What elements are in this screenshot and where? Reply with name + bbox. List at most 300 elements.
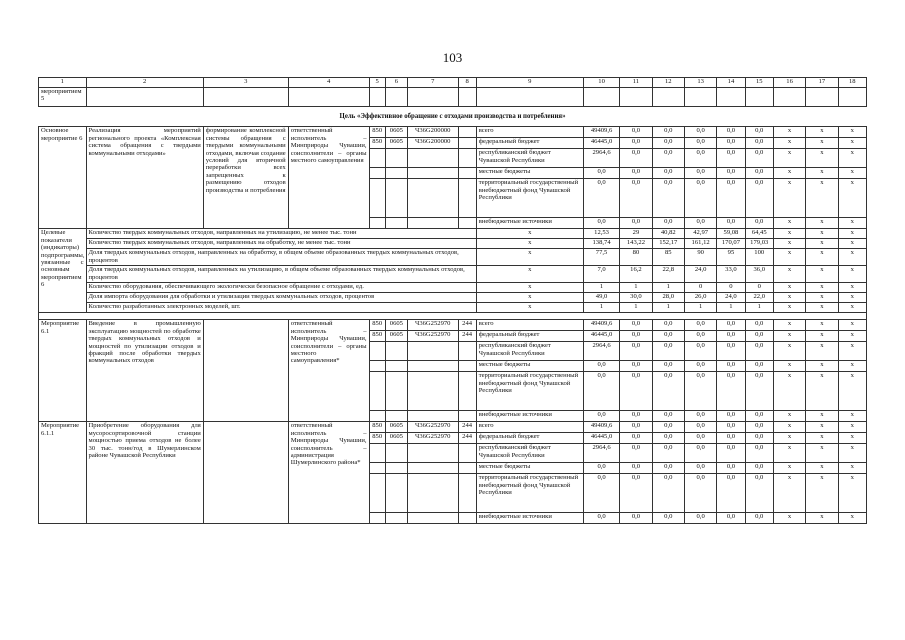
indicator-row [39, 249, 867, 266]
csr-cell [407, 361, 458, 372]
vr-cell [458, 361, 476, 372]
funding-source-cell: республиканский бюджет Чувашской Республики [476, 342, 583, 361]
indicator-text-cell: Доля импорта оборудования для обработки и утилизации твердых коммунальных отходов, процентов [86, 293, 476, 303]
value-cell: 0,0 [652, 444, 684, 463]
value-cell: x [773, 474, 805, 513]
value-cell: 0,0 [717, 513, 745, 524]
value-cell: 0,0 [583, 372, 619, 411]
value-cell: 2964,6 [583, 342, 619, 361]
value-cell: 0,0 [717, 422, 745, 433]
section-cell [385, 372, 407, 411]
value-cell: x [806, 361, 838, 372]
empty-cell [385, 88, 407, 107]
csr-cell: Ч36G252970 [407, 320, 458, 331]
indicator-value-cell: 85 [652, 249, 684, 266]
value-cell: 46445,0 [583, 433, 619, 444]
section-cell: 0605 [385, 331, 407, 342]
value-cell: 0,0 [717, 433, 745, 444]
value-cell: x [838, 422, 866, 433]
grbs-cell [369, 463, 385, 474]
indicator-value-cell: 90 [684, 249, 716, 266]
value-cell: 0,0 [745, 422, 773, 433]
event-6-1-name-cell: Введение в промышленную эксплуатацию мощностей по обработке твердых коммунальных отходов и мощностей по утилизации отходов и фракций после обработки твердых коммунальных отходов [86, 320, 203, 422]
value-cell: 0,0 [652, 179, 684, 218]
indicator-value-cell: x [773, 283, 805, 293]
column-number-cell: 16 [773, 78, 805, 88]
funding-source-cell: внебюджетные источники [476, 513, 583, 524]
indicator-value-cell: 16,2 [620, 266, 652, 283]
indicator-value-cell: x [838, 303, 866, 313]
value-cell: x [773, 444, 805, 463]
value-cell: 0,0 [583, 218, 619, 229]
grbs-cell [369, 218, 385, 229]
value-cell: x [838, 433, 866, 444]
section-cell [385, 149, 407, 168]
vr-cell [458, 218, 476, 229]
main-event-6-row [39, 127, 867, 138]
document-table-wrap [38, 77, 867, 524]
indicator-value-cell: x [773, 229, 805, 239]
value-cell: x [773, 149, 805, 168]
funding-source-cell: республиканский бюджет Чувашской Республики [476, 149, 583, 168]
value-cell: 0,0 [620, 127, 652, 138]
indicator-value-cell: x [773, 293, 805, 303]
grbs-cell [369, 444, 385, 463]
value-cell: 0,0 [717, 331, 745, 342]
indicator-value-cell: 100 [745, 249, 773, 266]
indicator-value-cell: 30,0 [620, 293, 652, 303]
value-cell: 0,0 [620, 444, 652, 463]
value-cell: x [838, 474, 866, 513]
value-cell: 0,0 [684, 331, 716, 342]
csr-cell [407, 411, 458, 422]
value-cell: x [806, 179, 838, 218]
value-cell: 0,0 [583, 361, 619, 372]
column-number-cell: 11 [620, 78, 652, 88]
grbs-cell: 850 [369, 320, 385, 331]
empty-cell [458, 88, 476, 107]
indicator-value-cell: x [838, 239, 866, 249]
value-cell: x [806, 422, 838, 433]
value-cell: 0,0 [652, 127, 684, 138]
section-cell [385, 513, 407, 524]
value-cell: x [806, 320, 838, 331]
event-6-1-1-row [39, 422, 867, 433]
value-cell: 0,0 [684, 361, 716, 372]
empty-cell [203, 88, 288, 107]
value-cell: 0,0 [583, 411, 619, 422]
empty-cell [407, 88, 458, 107]
indicator-value-cell: 1 [745, 303, 773, 313]
indicator-value-cell: x [838, 293, 866, 303]
section-cell [385, 444, 407, 463]
indicator-text-cell: Количество разработанных электронных моделей, шт. [86, 303, 476, 313]
indicator-value-cell: 179,03 [745, 239, 773, 249]
indicator-value-cell: 95 [717, 249, 745, 266]
value-cell: 0,0 [717, 361, 745, 372]
empty-cell [806, 88, 838, 107]
main-event-6-status-cell: Основное мероприятие 6 [39, 127, 87, 229]
funding-source-cell: федеральный бюджет [476, 138, 583, 149]
value-cell: x [806, 127, 838, 138]
value-cell: 0,0 [717, 149, 745, 168]
column-number-cell: 2 [86, 78, 203, 88]
indicator-value-cell: 170,07 [717, 239, 745, 249]
main-event-6-task-cell: формирование комплексной системы обращения с твердыми коммунальными отходами, включая создание условий для вторичной переработки всех запрещенных к размещению отходов производства и потребления [203, 127, 288, 229]
csr-cell: Ч36G252970 [407, 433, 458, 444]
grbs-cell [369, 179, 385, 218]
event-6-1-status-cell: Мероприятие 6.1 [39, 320, 87, 422]
csr-cell [407, 444, 458, 463]
value-cell: 0,0 [684, 444, 716, 463]
indicator-row [39, 303, 867, 313]
value-cell: 0,0 [684, 179, 716, 218]
value-cell: x [806, 149, 838, 168]
grbs-cell [369, 411, 385, 422]
value-cell: x [773, 138, 805, 149]
value-cell: x [773, 127, 805, 138]
indicator-value-cell: 152,17 [652, 239, 684, 249]
value-cell: x [838, 411, 866, 422]
csr-cell [407, 179, 458, 218]
funding-source-cell: всего [476, 422, 583, 433]
indicator-value-cell: 1 [684, 303, 716, 313]
value-cell: 0,0 [652, 372, 684, 411]
column-number-cell: 7 [407, 78, 458, 88]
indicator-filler-row [39, 313, 867, 320]
column-number-row [39, 78, 867, 88]
indicator-x-cell: x [476, 229, 583, 239]
value-cell: 0,0 [652, 474, 684, 513]
continuation-status-cell: мероприятием 5 [39, 88, 87, 107]
indicator-value-cell: 1 [717, 303, 745, 313]
indicator-value-cell: 1 [583, 303, 619, 313]
value-cell: 0,0 [652, 218, 684, 229]
empty-cell [773, 88, 805, 107]
vr-cell: 244 [458, 433, 476, 444]
indicator-value-cell: 22,8 [652, 266, 684, 283]
value-cell: 49409,6 [583, 320, 619, 331]
csr-cell [407, 463, 458, 474]
column-number-cell: 9 [476, 78, 583, 88]
value-cell: x [806, 474, 838, 513]
vr-cell [458, 342, 476, 361]
value-cell: 0,0 [717, 138, 745, 149]
page-number: 103 [442, 50, 463, 65]
indicator-value-cell: x [806, 239, 838, 249]
event-6-1-1-executor-cell: ответственный исполнитель – Минприроды Чувашии, соисполнитель – администрация Шумерлинского района* [288, 422, 369, 524]
value-cell: 0,0 [620, 372, 652, 411]
indicator-value-cell: 24,0 [684, 266, 716, 283]
value-cell: x [838, 513, 866, 524]
indicator-value-cell: 1 [620, 303, 652, 313]
section-cell [385, 342, 407, 361]
indicator-value-cell: 59,08 [717, 229, 745, 239]
value-cell: 0,0 [745, 474, 773, 513]
value-cell: x [806, 342, 838, 361]
grbs-cell [369, 513, 385, 524]
grbs-cell: 850 [369, 331, 385, 342]
value-cell: 2964,6 [583, 149, 619, 168]
value-cell: 0,0 [620, 463, 652, 474]
value-cell: 0,0 [652, 149, 684, 168]
indicator-text-cell: Количество твердых коммунальных отходов, направленных на утилизацию, не менее тыс. тонн [86, 229, 476, 239]
csr-cell [407, 218, 458, 229]
column-number-cell: 10 [583, 78, 619, 88]
grbs-cell [369, 372, 385, 411]
indicator-value-cell: 29 [620, 229, 652, 239]
value-cell: 0,0 [684, 168, 716, 179]
funding-source-cell: республиканский бюджет Чувашской Республики [476, 444, 583, 463]
value-cell: 0,0 [620, 218, 652, 229]
value-cell: 0,0 [745, 372, 773, 411]
vr-cell [458, 463, 476, 474]
section-cell [385, 218, 407, 229]
value-cell: 0,0 [583, 513, 619, 524]
indicator-value-cell: x [773, 239, 805, 249]
value-cell: 0,0 [652, 411, 684, 422]
value-cell: x [773, 372, 805, 411]
grbs-cell [369, 149, 385, 168]
value-cell: 0,0 [745, 444, 773, 463]
funding-source-cell: территориальный государственный внебюджетный фонд Чувашской Республики [476, 179, 583, 218]
value-cell: x [838, 444, 866, 463]
column-number-cell: 1 [39, 78, 87, 88]
vr-cell [458, 127, 476, 138]
indicator-row [39, 266, 867, 283]
csr-cell: Ч36G252970 [407, 422, 458, 433]
value-cell: 0,0 [620, 361, 652, 372]
value-cell: 0,0 [684, 138, 716, 149]
empty-cell [583, 88, 619, 107]
vr-cell [458, 411, 476, 422]
csr-cell: Ч36G200000 [407, 127, 458, 138]
column-number-cell: 3 [203, 78, 288, 88]
goal-row [39, 107, 867, 127]
value-cell: x [806, 463, 838, 474]
value-cell: x [773, 463, 805, 474]
value-cell: 0,0 [717, 474, 745, 513]
indicator-row [39, 239, 867, 249]
value-cell: 0,0 [745, 149, 773, 168]
indicator-row [39, 293, 867, 303]
value-cell: x [773, 433, 805, 444]
value-cell: 0,0 [652, 138, 684, 149]
value-cell: 49409,6 [583, 127, 619, 138]
grbs-cell [369, 168, 385, 179]
event-6-1-1-status-cell: Мероприятие 6.1.1 [39, 422, 87, 524]
value-cell: 0,0 [620, 149, 652, 168]
indicator-value-cell: x [773, 303, 805, 313]
vr-cell [458, 372, 476, 411]
value-cell: 0,0 [620, 433, 652, 444]
column-number-cell: 5 [369, 78, 385, 88]
empty-cell [288, 88, 369, 107]
value-cell: 0,0 [684, 218, 716, 229]
main-event-6-name-cell: Реализация мероприятий регионального проекта «Комплексная система обращения с твердыми коммунальными отходами» [86, 127, 203, 229]
indicator-x-cell: x [476, 239, 583, 249]
value-cell: x [773, 218, 805, 229]
value-cell: 0,0 [583, 474, 619, 513]
vr-cell: 244 [458, 422, 476, 433]
value-cell: 0,0 [745, 463, 773, 474]
indicator-text-cell: Доля твердых коммунальных отходов, направленных на утилизацию, в общем объеме образованных твердых коммунальных отходов, процентов [86, 266, 476, 283]
grbs-cell [369, 474, 385, 513]
value-cell: x [773, 168, 805, 179]
value-cell: 0,0 [745, 320, 773, 331]
value-cell: 0,0 [717, 218, 745, 229]
indicator-value-cell: 1 [620, 283, 652, 293]
indicator-value-cell: x [773, 266, 805, 283]
value-cell: x [838, 168, 866, 179]
value-cell: 46445,0 [583, 331, 619, 342]
csr-cell [407, 513, 458, 524]
funding-source-cell: федеральный бюджет [476, 331, 583, 342]
value-cell: 0,0 [583, 179, 619, 218]
indicator-value-cell: 1 [652, 303, 684, 313]
value-cell: x [806, 444, 838, 463]
value-cell: 0,0 [652, 422, 684, 433]
main-event-6-executor-cell: ответственный исполнитель – Минприроды Чувашии, соисполнители – органы местного самоуправления [288, 127, 369, 229]
grbs-cell: 850 [369, 127, 385, 138]
value-cell: 0,0 [684, 433, 716, 444]
value-cell: 0,0 [620, 474, 652, 513]
csr-cell [407, 372, 458, 411]
column-number-cell: 6 [385, 78, 407, 88]
value-cell: x [806, 331, 838, 342]
value-cell: 0,0 [745, 513, 773, 524]
indicator-value-cell: 22,0 [745, 293, 773, 303]
value-cell: 0,0 [620, 179, 652, 218]
value-cell: 0,0 [684, 320, 716, 331]
indicator-value-cell: 161,12 [684, 239, 716, 249]
event-6-1-executor-cell: ответственный исполнитель – Минприроды Чувашии, соисполнители – органы местного самоуправления* [288, 320, 369, 422]
indicator-value-cell: x [806, 303, 838, 313]
indicator-x-cell: x [476, 249, 583, 266]
vr-cell: 244 [458, 320, 476, 331]
program-table [38, 77, 867, 524]
value-cell: x [838, 331, 866, 342]
value-cell: x [773, 331, 805, 342]
indicator-value-cell: 7,0 [583, 266, 619, 283]
indicator-value-cell: 42,97 [684, 229, 716, 239]
indicator-x-cell: x [476, 303, 583, 313]
indicator-value-cell: 24,0 [717, 293, 745, 303]
value-cell: 0,0 [717, 463, 745, 474]
value-cell: 0,0 [717, 168, 745, 179]
indicator-value-cell: 64,45 [745, 229, 773, 239]
csr-cell: Ч36G200000 [407, 138, 458, 149]
grbs-cell: 850 [369, 138, 385, 149]
indicator-value-cell: 28,0 [652, 293, 684, 303]
value-cell: 0,0 [652, 331, 684, 342]
csr-cell: Ч36G252970 [407, 331, 458, 342]
grbs-cell [369, 361, 385, 372]
vr-cell [458, 513, 476, 524]
value-cell: x [806, 513, 838, 524]
value-cell: x [806, 138, 838, 149]
value-cell: 0,0 [717, 444, 745, 463]
value-cell: 0,0 [717, 342, 745, 361]
section-cell [385, 168, 407, 179]
value-cell: x [806, 372, 838, 411]
value-cell: 0,0 [745, 138, 773, 149]
column-number-cell: 17 [806, 78, 838, 88]
value-cell: 0,0 [652, 513, 684, 524]
value-cell: 0,0 [620, 342, 652, 361]
continuation-row [39, 88, 867, 107]
goal-heading: Цель «Эффективное обращение с отходами производства и потребления» [39, 107, 867, 127]
indicator-value-cell: 40,82 [652, 229, 684, 239]
indicator-value-cell: x [806, 293, 838, 303]
column-number-cell: 18 [838, 78, 866, 88]
value-cell: x [838, 149, 866, 168]
column-number-cell: 8 [458, 78, 476, 88]
indicator-value-cell: x [838, 229, 866, 239]
value-cell: 0,0 [684, 513, 716, 524]
section-cell: 0605 [385, 320, 407, 331]
indicator-x-cell: x [476, 283, 583, 293]
funding-source-cell: местные бюджеты [476, 168, 583, 179]
indicator-text-cell: Доля твердых коммунальных отходов, направленных на обработку, в общем объеме образованных твердых коммунальных отходов, процентов [86, 249, 476, 266]
section-cell [385, 179, 407, 218]
value-cell: 0,0 [684, 149, 716, 168]
csr-cell [407, 149, 458, 168]
value-cell: 0,0 [745, 127, 773, 138]
event-6-1-row [39, 320, 867, 331]
indicator-value-cell: 26,0 [684, 293, 716, 303]
grbs-cell [369, 342, 385, 361]
funding-source-cell: внебюджетные источники [476, 411, 583, 422]
section-cell: 0605 [385, 422, 407, 433]
indicator-row [39, 229, 867, 239]
vr-cell [458, 149, 476, 168]
event-6-1-1-task-cell [203, 422, 288, 524]
indicator-value-cell: x [806, 283, 838, 293]
indicator-value-cell: x [773, 249, 805, 266]
value-cell: 0,0 [745, 342, 773, 361]
value-cell: x [773, 342, 805, 361]
value-cell: x [806, 411, 838, 422]
empty-cell [476, 88, 583, 107]
section-cell [385, 411, 407, 422]
indicator-value-cell: 33,0 [717, 266, 745, 283]
indicator-value-cell: x [838, 266, 866, 283]
event-6-1-1-name-cell: Приобретение оборудования для мусоросортировочной станции мощностью приема отходов не более 30 тыс. тонн/год в Шумерлинском районе Чувашской Республики [86, 422, 203, 524]
value-cell: x [773, 179, 805, 218]
value-cell: 0,0 [684, 411, 716, 422]
value-cell: 0,0 [745, 179, 773, 218]
grbs-cell: 850 [369, 433, 385, 444]
value-cell: 0,0 [684, 422, 716, 433]
indicator-value-cell: 0 [745, 283, 773, 293]
value-cell: x [838, 463, 866, 474]
value-cell: 0,0 [583, 168, 619, 179]
indicator-value-cell: 12,53 [583, 229, 619, 239]
indicator-value-cell: 1 [652, 283, 684, 293]
empty-cell [86, 88, 203, 107]
value-cell: x [838, 179, 866, 218]
section-cell: 0605 [385, 127, 407, 138]
funding-source-cell: всего [476, 127, 583, 138]
value-cell: x [838, 127, 866, 138]
funding-source-cell: местные бюджеты [476, 361, 583, 372]
indicator-value-cell: 36,0 [745, 266, 773, 283]
empty-cell [684, 88, 716, 107]
value-cell: 0,0 [745, 361, 773, 372]
event-6-1-task-cell [203, 320, 288, 422]
column-number-cell: 4 [288, 78, 369, 88]
